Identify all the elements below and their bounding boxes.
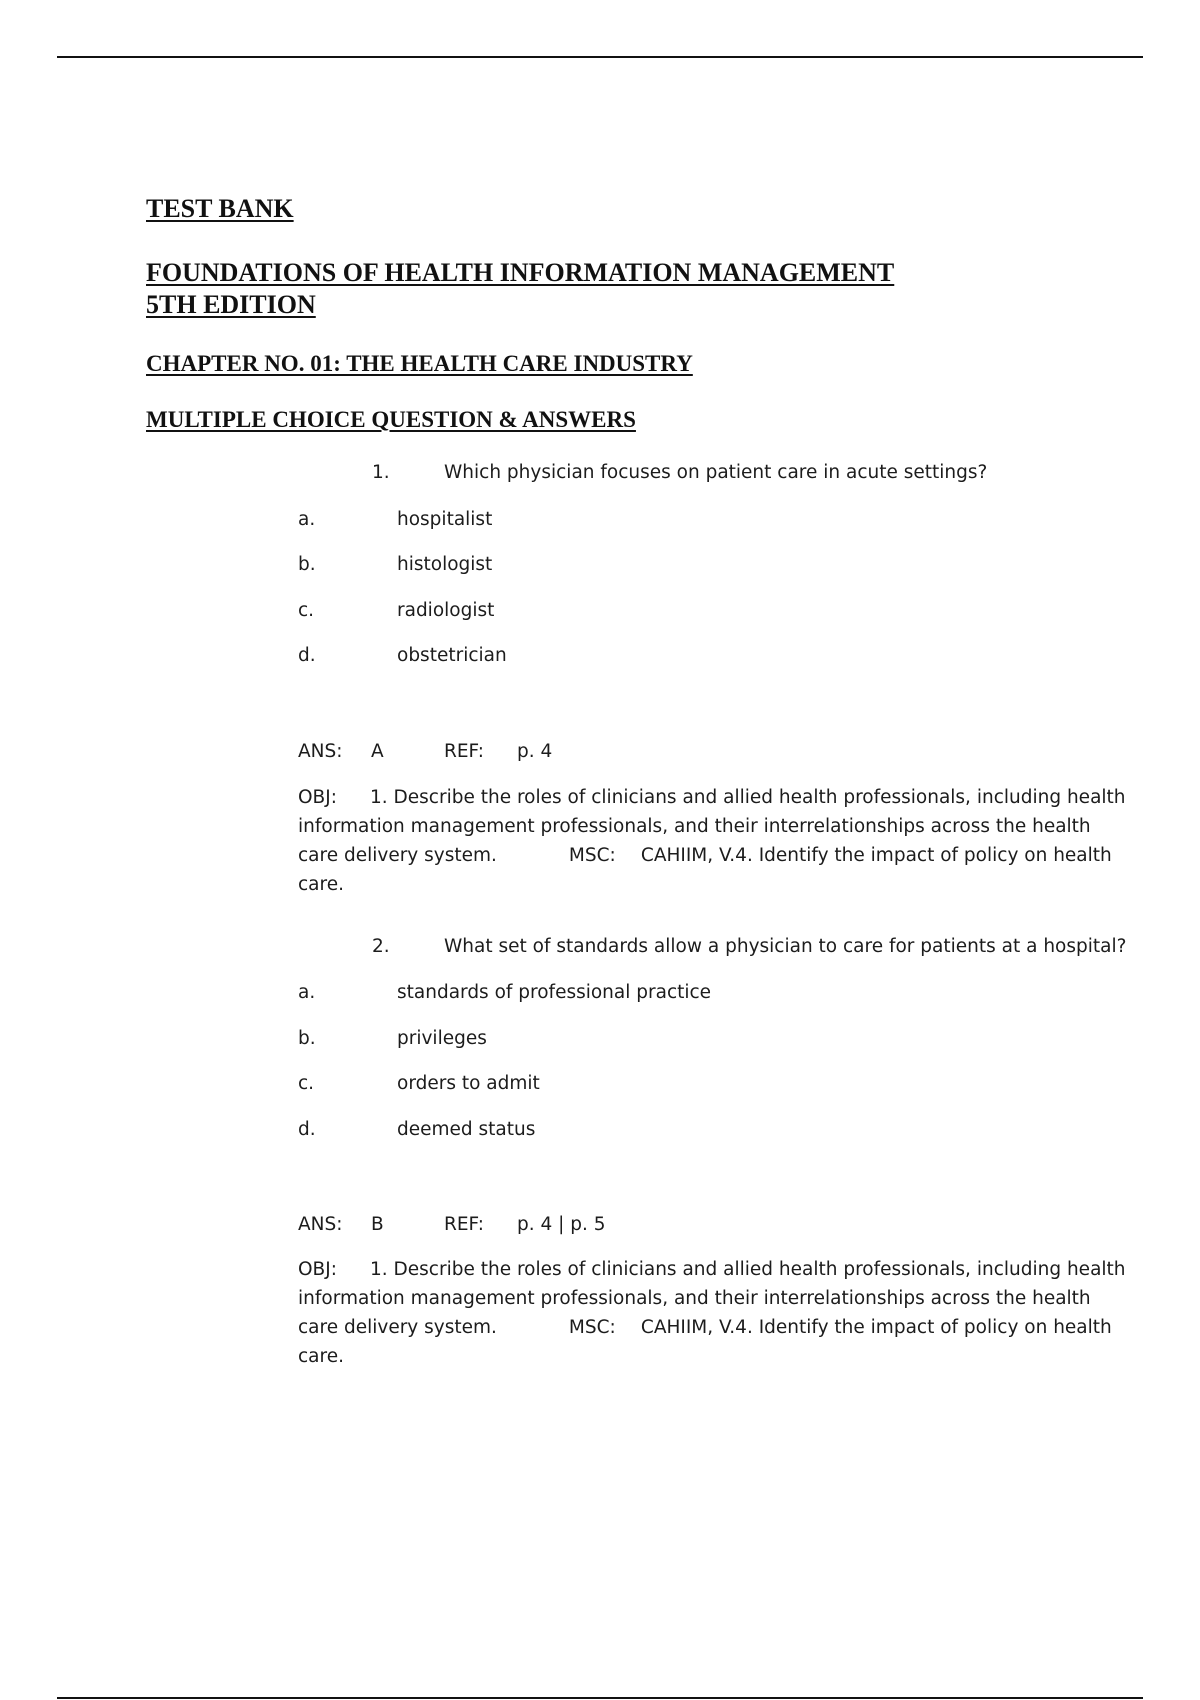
question-text: Which physician focuses on patient care in acute settings?	[444, 462, 988, 483]
chapter-heading: CHAPTER NO. 01: THE HEALTH CARE INDUSTRY	[146, 351, 693, 376]
option-text: privileges	[397, 1028, 487, 1049]
ref-label: REF:	[444, 1214, 484, 1235]
ans-label: ANS:	[298, 741, 343, 762]
ref-value: p. 4 | p. 5	[517, 1214, 606, 1235]
option-text: standards of professional practice	[397, 982, 712, 1003]
msc-text: CAHIIM, V.4. Identify the impact of policy on health care.	[298, 1317, 1112, 1367]
ans-value: B	[371, 1214, 384, 1235]
top-rule	[57, 56, 1143, 58]
option-text: histologist	[397, 554, 493, 575]
ref-label: REF:	[444, 741, 484, 762]
option-letter: c.	[298, 1073, 315, 1094]
bottom-rule	[57, 1697, 1143, 1699]
option-text: orders to admit	[397, 1073, 540, 1094]
option-letter: d.	[298, 645, 316, 666]
obj-label: OBJ:	[298, 787, 337, 808]
section-heading: MULTIPLE CHOICE QUESTION & ANSWERS	[146, 407, 636, 432]
option-letter: a.	[298, 982, 316, 1003]
obj-text: 1. Describe the roles of clinicians and allied health professionals, including health information management professionals, and their interrelationships across the health care delivery system.	[298, 1259, 1126, 1338]
option-letter: b.	[298, 554, 316, 575]
option-letter: d.	[298, 1119, 316, 1140]
option-letter: a.	[298, 509, 316, 530]
option-letter: b.	[298, 1028, 316, 1049]
question-number: 2.	[372, 936, 390, 957]
question-number: 1.	[372, 462, 390, 483]
question-text: What set of standards allow a physician to care for patients at a hospital?	[444, 936, 1127, 957]
option-text: obstetrician	[397, 645, 507, 666]
ans-value: A	[371, 741, 384, 762]
book-title-line2: 5TH EDITION	[146, 290, 316, 319]
book-title-line1: FOUNDATIONS OF HEALTH INFORMATION MANAGEMENT	[146, 258, 895, 287]
msc-label: MSC:	[568, 845, 616, 866]
ans-label: ANS:	[298, 1214, 343, 1235]
obj-text: 1. Describe the roles of clinicians and allied health professionals, including health information management professionals, and their interrelationships across the health care delivery system.	[298, 787, 1126, 866]
msc-text: CAHIIM, V.4. Identify the impact of policy on health care.	[298, 845, 1112, 895]
option-text: deemed status	[397, 1119, 536, 1140]
msc-label: MSC:	[568, 1317, 616, 1338]
obj-label: OBJ:	[298, 1259, 337, 1280]
document-title: TEST BANK	[146, 194, 294, 223]
option-text: hospitalist	[397, 509, 493, 530]
option-text: radiologist	[397, 600, 495, 621]
ref-value: p. 4	[517, 741, 553, 762]
option-letter: c.	[298, 600, 315, 621]
obj-block	[298, 1255, 1128, 1371]
obj-block	[298, 783, 1128, 899]
